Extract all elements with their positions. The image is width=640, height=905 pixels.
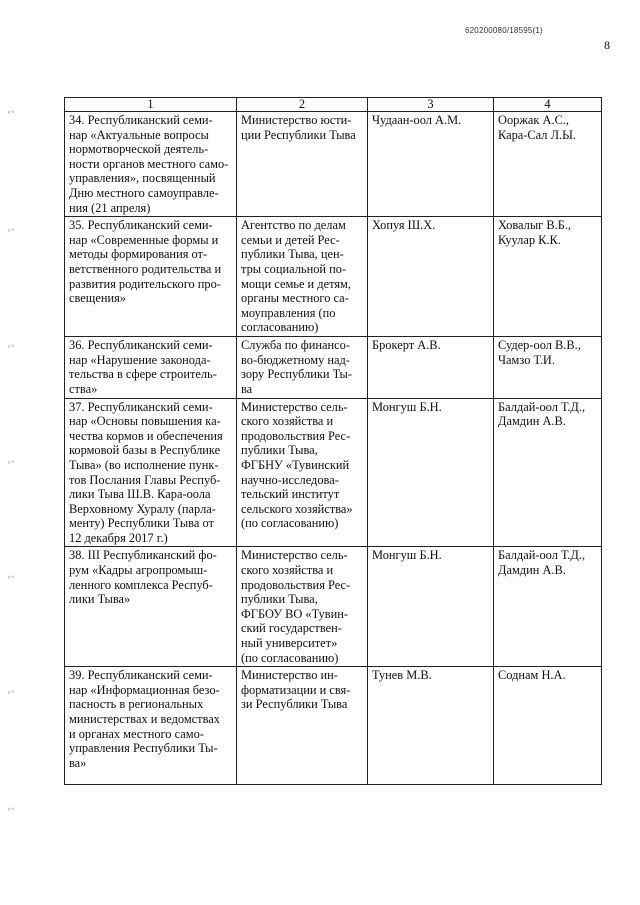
table-row [65, 337, 602, 398]
executors-cell [494, 667, 602, 785]
table-row [65, 547, 602, 667]
event-text: 37. Республиканский семи- нар «Основы повышения ка- чества кормов и обеспечения кормовой базы в Республике Тыва» (во исполнение пунк- тов Послания Главы Респуб- лики Тыва Ш.В. Кара-оола Верховному Хуралу (парла- менту) Республики Тыва от 12 декабря 2017 г.) [69, 399, 223, 545]
table-row [65, 667, 602, 785]
event-cell [65, 547, 237, 667]
curator-cell [368, 217, 494, 337]
event-text: 39. Республиканский семи- нар «Информационная безо- пасность в региональных министерствах и ведомствах и органах местного само- управления Республики Ты- ва» [69, 668, 220, 770]
curator-cell [368, 337, 494, 398]
margin-scan-mark: ᵤ·ₗₗ [8, 227, 15, 233]
margin-scan-mark: ᵤ·ₗₗ [8, 689, 15, 695]
margin-scan-mark: ᵤ·ₗₗ [8, 343, 15, 349]
document-id: 620200080/18595(1) [465, 26, 543, 35]
table-header-row [65, 98, 602, 112]
responsible-text: Министерство юсти- ции Республики Тыва [241, 113, 356, 142]
table-row [65, 112, 602, 217]
margin-scan-mark: ᵤ·ₗₗ [8, 806, 15, 812]
column-header: 3 [368, 98, 494, 112]
column-header: 2 [237, 98, 368, 112]
responsible-text: Министерство сель- ского хозяйства и продовольствия Рес- публики Тыва, ФГБОУ ВО «Тувин- ский государствен- ный университет» (по согласованию) [241, 548, 351, 665]
executors-text: Соднам Н.А. [498, 668, 566, 683]
curator-text: Монгуш Б.Н. [372, 548, 442, 563]
event-cell [65, 337, 237, 398]
table-row [65, 398, 602, 547]
column-header: 4 [494, 98, 602, 112]
executors-cell [494, 112, 602, 217]
curator-cell [368, 112, 494, 217]
responsible-text: Министерство ин- форматизации и свя- зи Республики Тыва [241, 668, 351, 712]
responsible-text: Служба по финансо- во-бюджетному над- зору Республики Ты- ва [241, 338, 353, 396]
executors-cell [494, 337, 602, 398]
responsible-cell [237, 667, 368, 785]
margin-scan-mark: ᵤ·ₗₗ [8, 459, 15, 465]
event-cell [65, 217, 237, 337]
event-cell [65, 112, 237, 217]
event-text: 36. Республиканский семи- нар «Нарушение законода- тельства в сфере строитель- ства» [69, 338, 217, 396]
executors-text: Ооржак А.С., Кара-Сал Л.Ы. [498, 113, 576, 142]
responsible-cell [237, 398, 368, 547]
responsible-text: Министерство сель- ского хозяйства и продовольствия Рес- публики Тыва, ФГБНУ «Тувинский научно-исследова- тельский институт сельского хозяйства» (по согласованию) [241, 399, 353, 531]
curator-text: Чудаан-оол А.М. [372, 113, 462, 127]
executors-text: Балдай-оол Т.Д., Дамдин А.В. [498, 399, 586, 429]
event-text: 35. Республиканский семи- нар «Современные формы и методы формирования от- ветственного родительства и развития родительского про- свещения» [69, 218, 222, 306]
responsible-cell [237, 217, 368, 337]
executors-text: Ховалыг В.Б., Куулар К.К. [498, 218, 572, 247]
executors-cell [494, 547, 602, 667]
executors-cell [494, 217, 602, 337]
column-header: 1 [65, 98, 237, 112]
event-cell [65, 667, 237, 785]
executors-cell [494, 398, 602, 547]
events-table [64, 97, 602, 785]
curator-text: Монгуш Б.Н. [372, 399, 442, 414]
responsible-text: Агентство по делам семьи и детей Рес- публики Тыва, цен- тры социальной по- мощи семье и детям, органы местного са- моуправления (по согласованию) [241, 218, 351, 335]
curator-text: Брокерт А.В. [372, 338, 441, 353]
margin-scan-mark: ᵤ·ₗₗ [8, 574, 15, 580]
event-text: 38. III Республиканский фо- рум «Кадры агропромыш- ленного комплекса Респуб- лики Тыва» [69, 548, 217, 607]
curator-cell [368, 667, 494, 785]
executors-text: Судер-оол В.В., Чамзо Т.И. [498, 338, 581, 367]
responsible-cell [237, 547, 368, 667]
margin-scan-mark: ᵤ·ₗₗ [8, 109, 15, 115]
responsible-cell [237, 112, 368, 217]
curator-cell [368, 398, 494, 547]
executors-text: Балдай-оол Т.Д., Дамдин А.В. [498, 548, 586, 578]
curator-cell [368, 547, 494, 667]
curator-text: Хопуя Ш.Х. [372, 218, 436, 233]
event-text: 34. Республиканский семи- нар «Актуальные вопросы нормотворческой деятель- ности органов местного само- управления», посвященный Дню местного самоуправле- ния (21 апреля) [69, 113, 229, 215]
curator-text: Тунев М.В. [372, 668, 432, 683]
responsible-cell [237, 337, 368, 398]
page-number: 8 [604, 38, 610, 52]
table-row [65, 217, 602, 337]
event-cell [65, 398, 237, 547]
